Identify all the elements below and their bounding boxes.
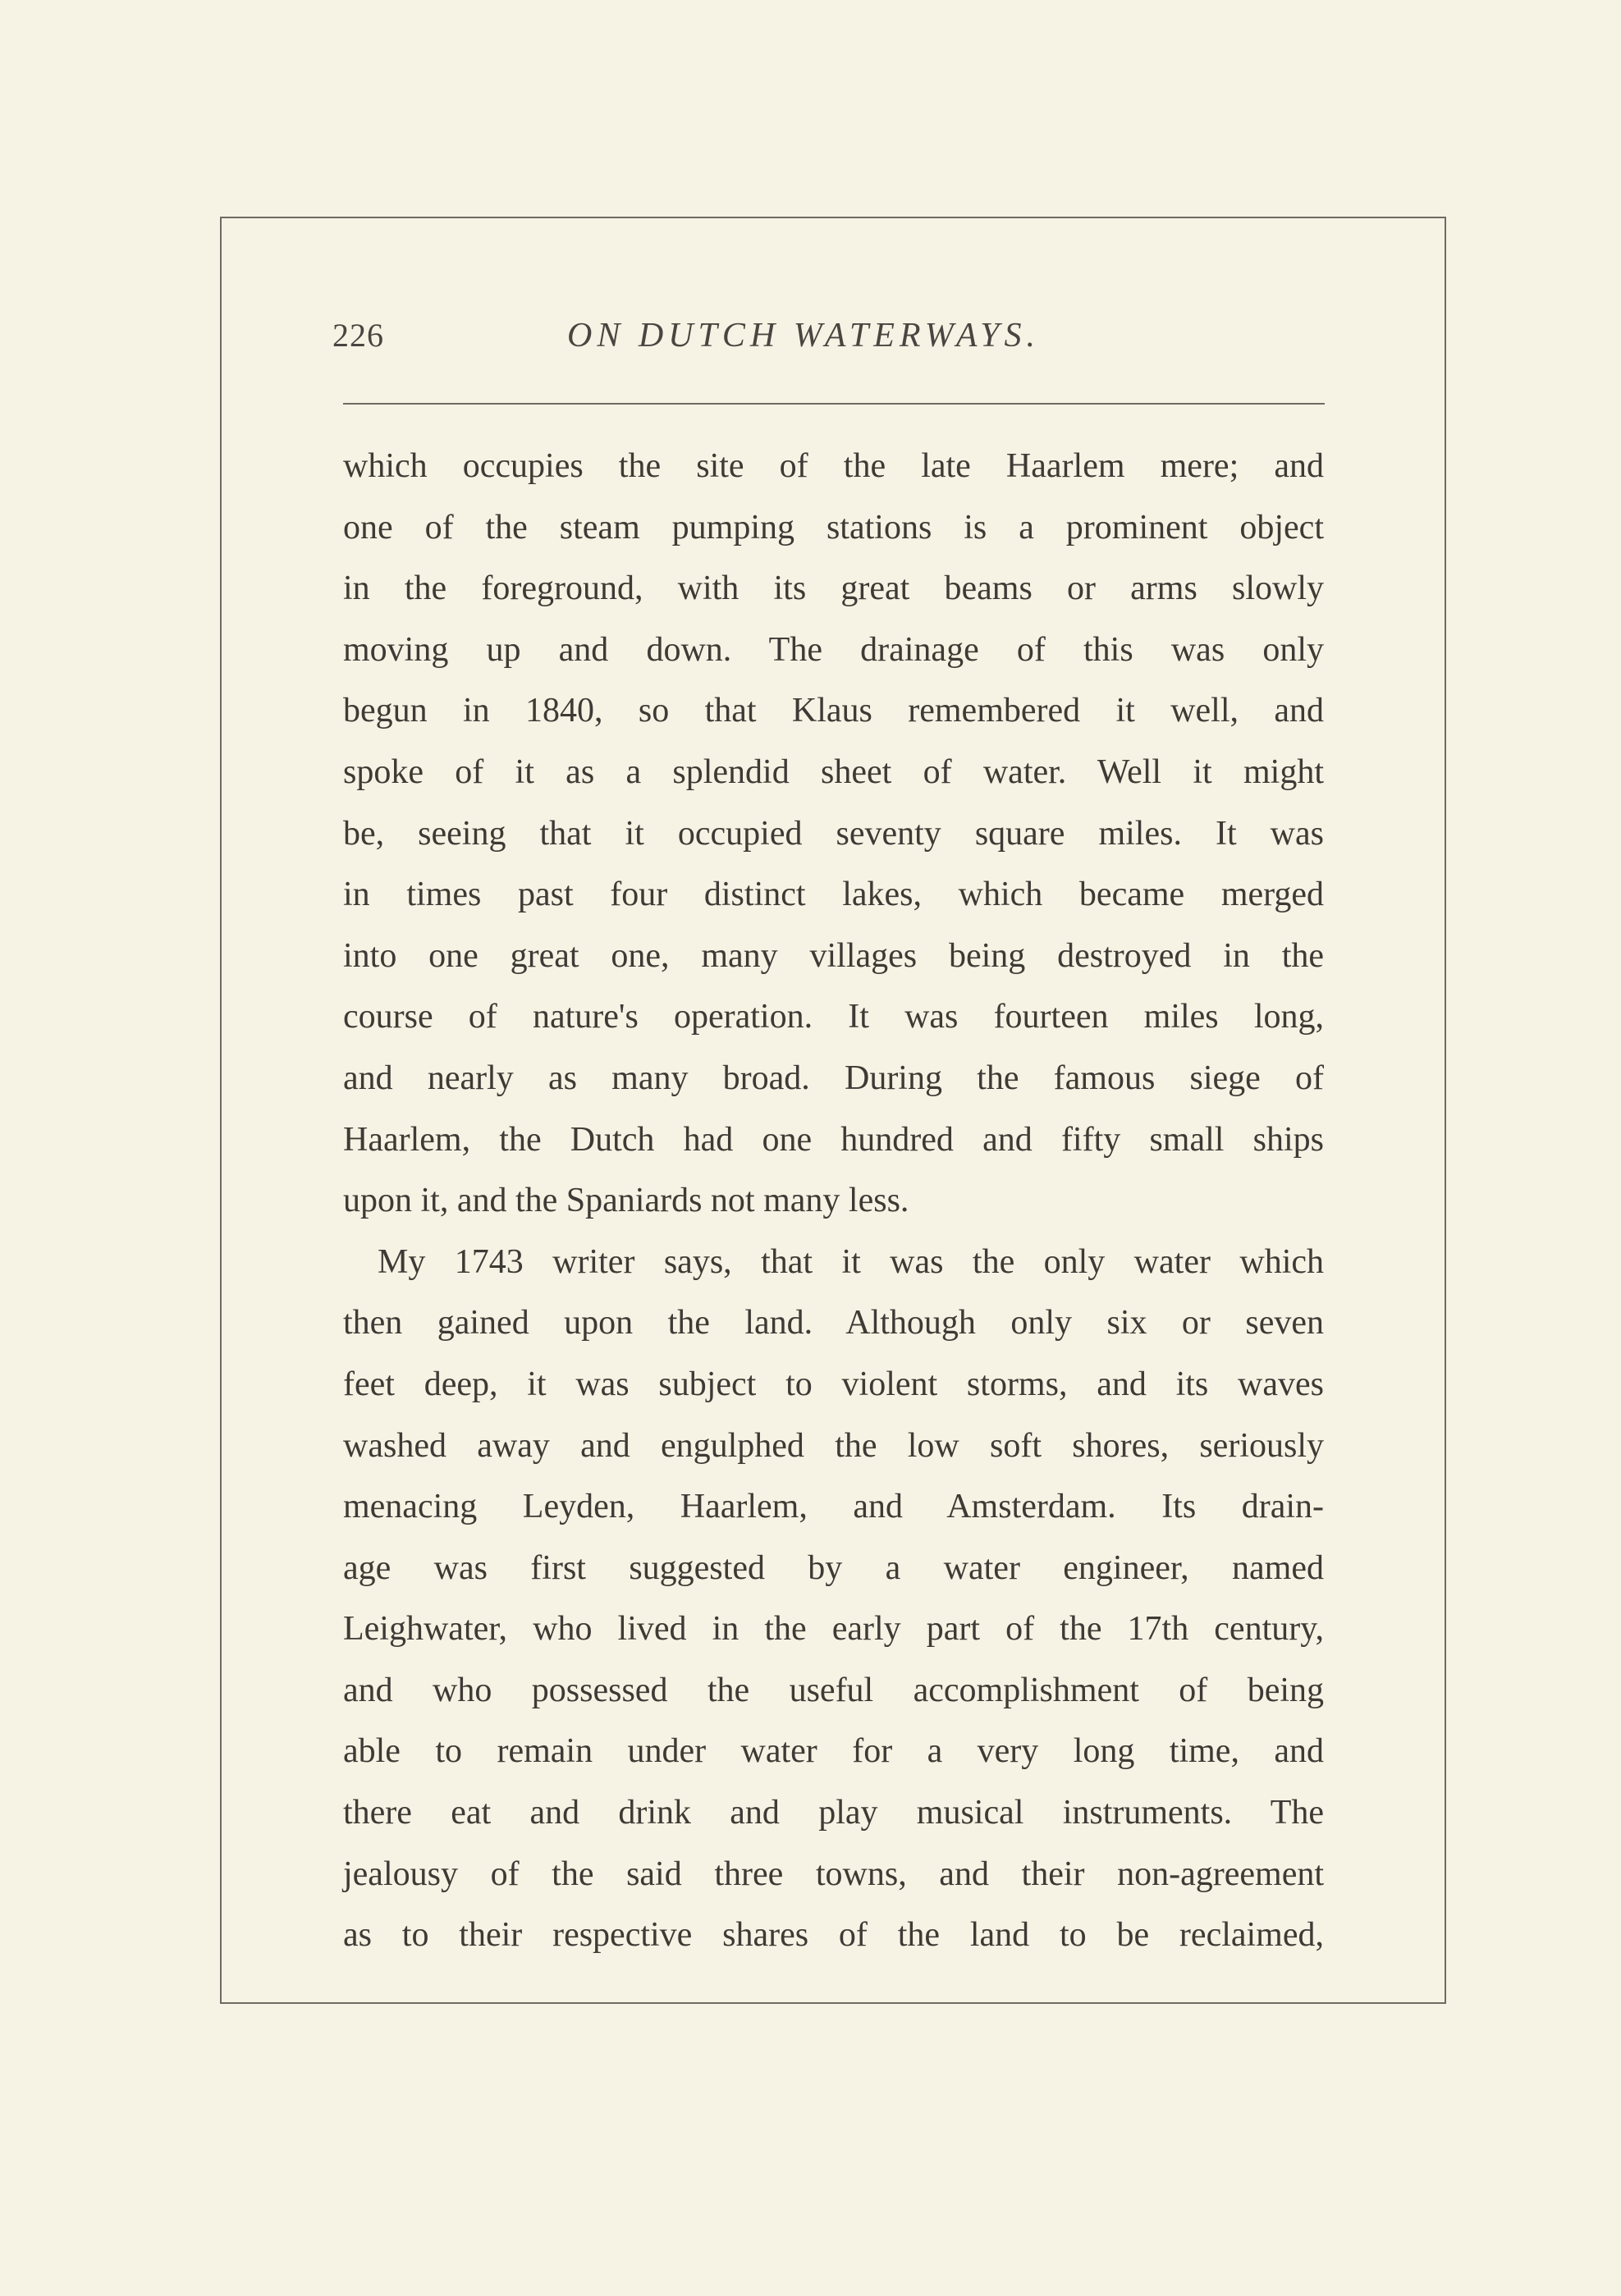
page-header [332, 316, 1096, 365]
text-line: washed away and engulphed the low soft shores, seriously [343, 1426, 1324, 1465]
text-line: and nearly as many broad. During the famous siege of [343, 1059, 1324, 1097]
text-line: jealousy of the said three towns, and their non-agreement [343, 1855, 1324, 1893]
text-line: into one great one, many villages being destroyed in the [343, 936, 1324, 975]
text-line: which occupies the site of the late Haarlem mere; and [343, 447, 1324, 485]
text-line: there eat and drink and play musical instruments. The [343, 1794, 1324, 1832]
text-line: age was first suggested by a water engineer, named [343, 1548, 1324, 1587]
text-line: Haarlem, the Dutch had one hundred and fifty small ships [343, 1120, 1324, 1159]
text-line: one of the steam pumping stations is a prominent object [343, 508, 1324, 547]
text-line: be, seeing that it occupied seventy square miles. It was [343, 814, 1324, 853]
text-line: moving up and down. The drainage of this was only [343, 630, 1324, 669]
text-line: Leighwater, who lived in the early part of the 17th century, [343, 1610, 1324, 1649]
page-number: 226 [332, 317, 384, 354]
text-line: feet deep, it was subject to violent storms, and its waves [343, 1365, 1324, 1403]
header-rule [343, 403, 1325, 405]
text-line: and who possessed the useful accomplishment of being [343, 1671, 1324, 1709]
text-line: in the foreground, with its great beams or arms slowly [343, 569, 1324, 608]
text-line: menacing Leyden, Haarlem, and Amsterdam. Its drain- [343, 1488, 1324, 1526]
text-line: course of nature's operation. It was fourteen miles long, [343, 998, 1324, 1036]
text-line: begun in 1840, so that Klaus remembered it well, and [343, 692, 1324, 730]
frame-bottom-rule [220, 2002, 1446, 2004]
frame-right-rule [1445, 217, 1446, 2004]
running-head: ON DUTCH WATERWAYS. [567, 317, 1041, 354]
text-line: My 1743 writer says, that it was the only water which [378, 1242, 1324, 1281]
text-line: upon it, and the Spaniards not many less. [343, 1182, 909, 1220]
text-line: as to their respective shares of the land to be reclaimed, [343, 1916, 1324, 1955]
frame-top-rule [220, 217, 1446, 218]
text-line: then gained upon the land. Although only six or seven [343, 1304, 1324, 1342]
text-line: able to remain under water for a very long time, and [343, 1732, 1324, 1771]
body-text [343, 440, 1324, 1970]
text-line: spoke of it as a splendid sheet of water. Well it might [343, 752, 1324, 791]
text-line: in times past four distinct lakes, which became merged [343, 876, 1324, 914]
frame-left-rule [220, 217, 222, 2004]
